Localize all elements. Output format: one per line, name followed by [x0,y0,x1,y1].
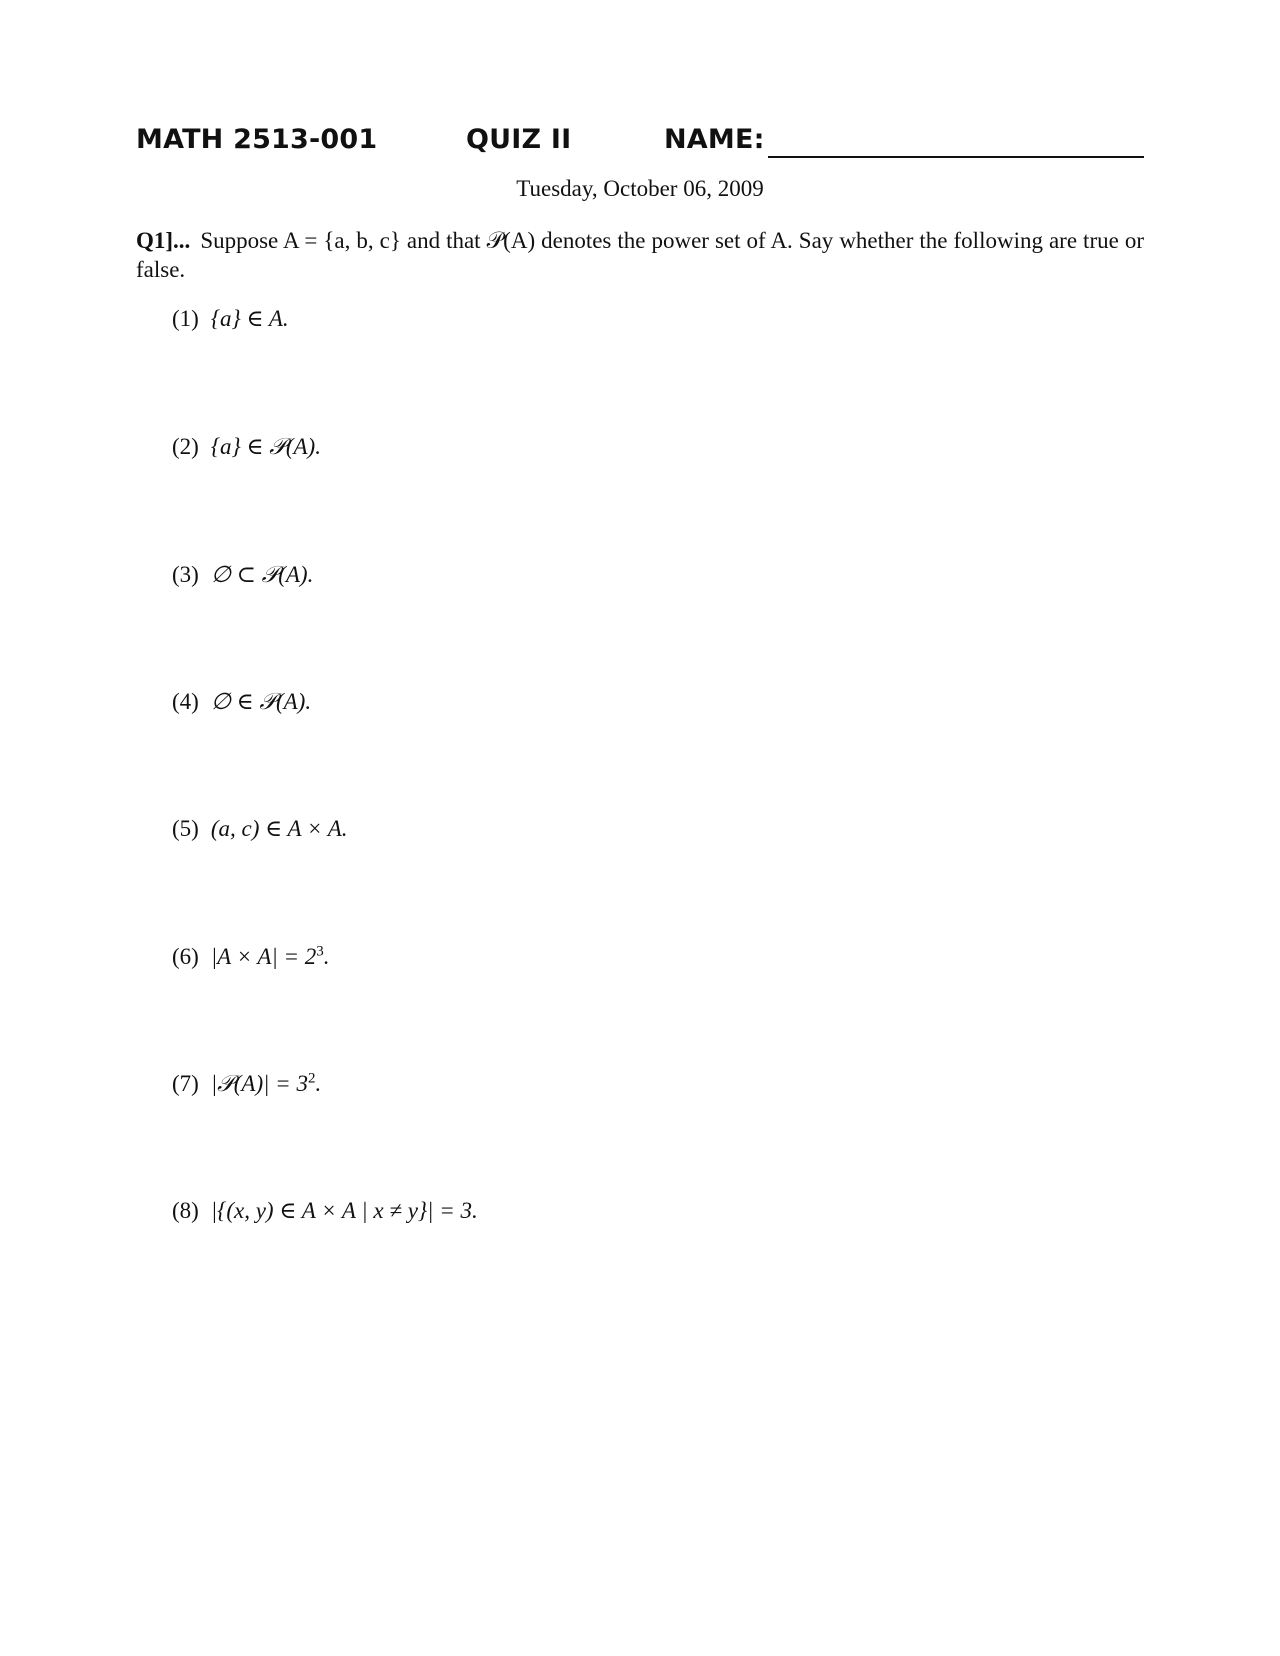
item-expression [211,944,330,969]
list-item [172,816,348,842]
item-number: (8) [172,1198,199,1223]
list-item [172,689,311,715]
item-number: (1) [172,306,199,331]
list-item [172,434,321,460]
list-item [172,562,313,588]
expression-exponent: 3 [316,943,324,959]
list-item [172,1198,478,1224]
expression-base: |A × A| = 2 [210,943,317,969]
expression-exponent: 2 [307,1070,316,1086]
expression-end: . [315,1070,322,1096]
item-number: (2) [172,434,199,459]
item-number: (3) [172,562,199,587]
item-expression: ∅ ⊂ 𝒫(A). [210,562,314,587]
item-number: (6) [172,943,199,969]
expression-end: . [323,943,330,969]
question-1 [136,226,1144,284]
list-item [172,943,330,970]
item-number: (7) [172,1070,199,1096]
item-expression: {a} ∈ A. [210,306,289,331]
expression-base: |𝒫(A)| = 3 [210,1070,308,1096]
item-expression: {a} ∈ 𝒫(A). [210,434,321,459]
course-title: MATH 2513-001 [136,124,378,155]
item-expression: (a, c) ∈ A × A. [210,816,348,841]
quiz-title: QUIZ II [466,124,572,155]
question-label: Q1]... [136,228,191,253]
item-expression [211,1071,321,1096]
item-number: (5) [172,816,199,841]
item-expression: |{(x, y) ∈ A × A | x ≠ y}| = 3. [210,1198,478,1223]
list-item [172,306,289,332]
name-blank-line[interactable] [768,156,1144,158]
name-label: NAME: [664,124,765,155]
question-text: Suppose A = {a, b, c} and that 𝒫(A) denotes the power set of A. Say whether the following are true or false. [136,228,1144,282]
quiz-date: Tuesday, October 06, 2009 [516,176,764,201]
item-number: (4) [172,689,199,714]
item-expression: ∅ ∈ 𝒫(A). [210,689,312,714]
list-item [172,1070,321,1097]
